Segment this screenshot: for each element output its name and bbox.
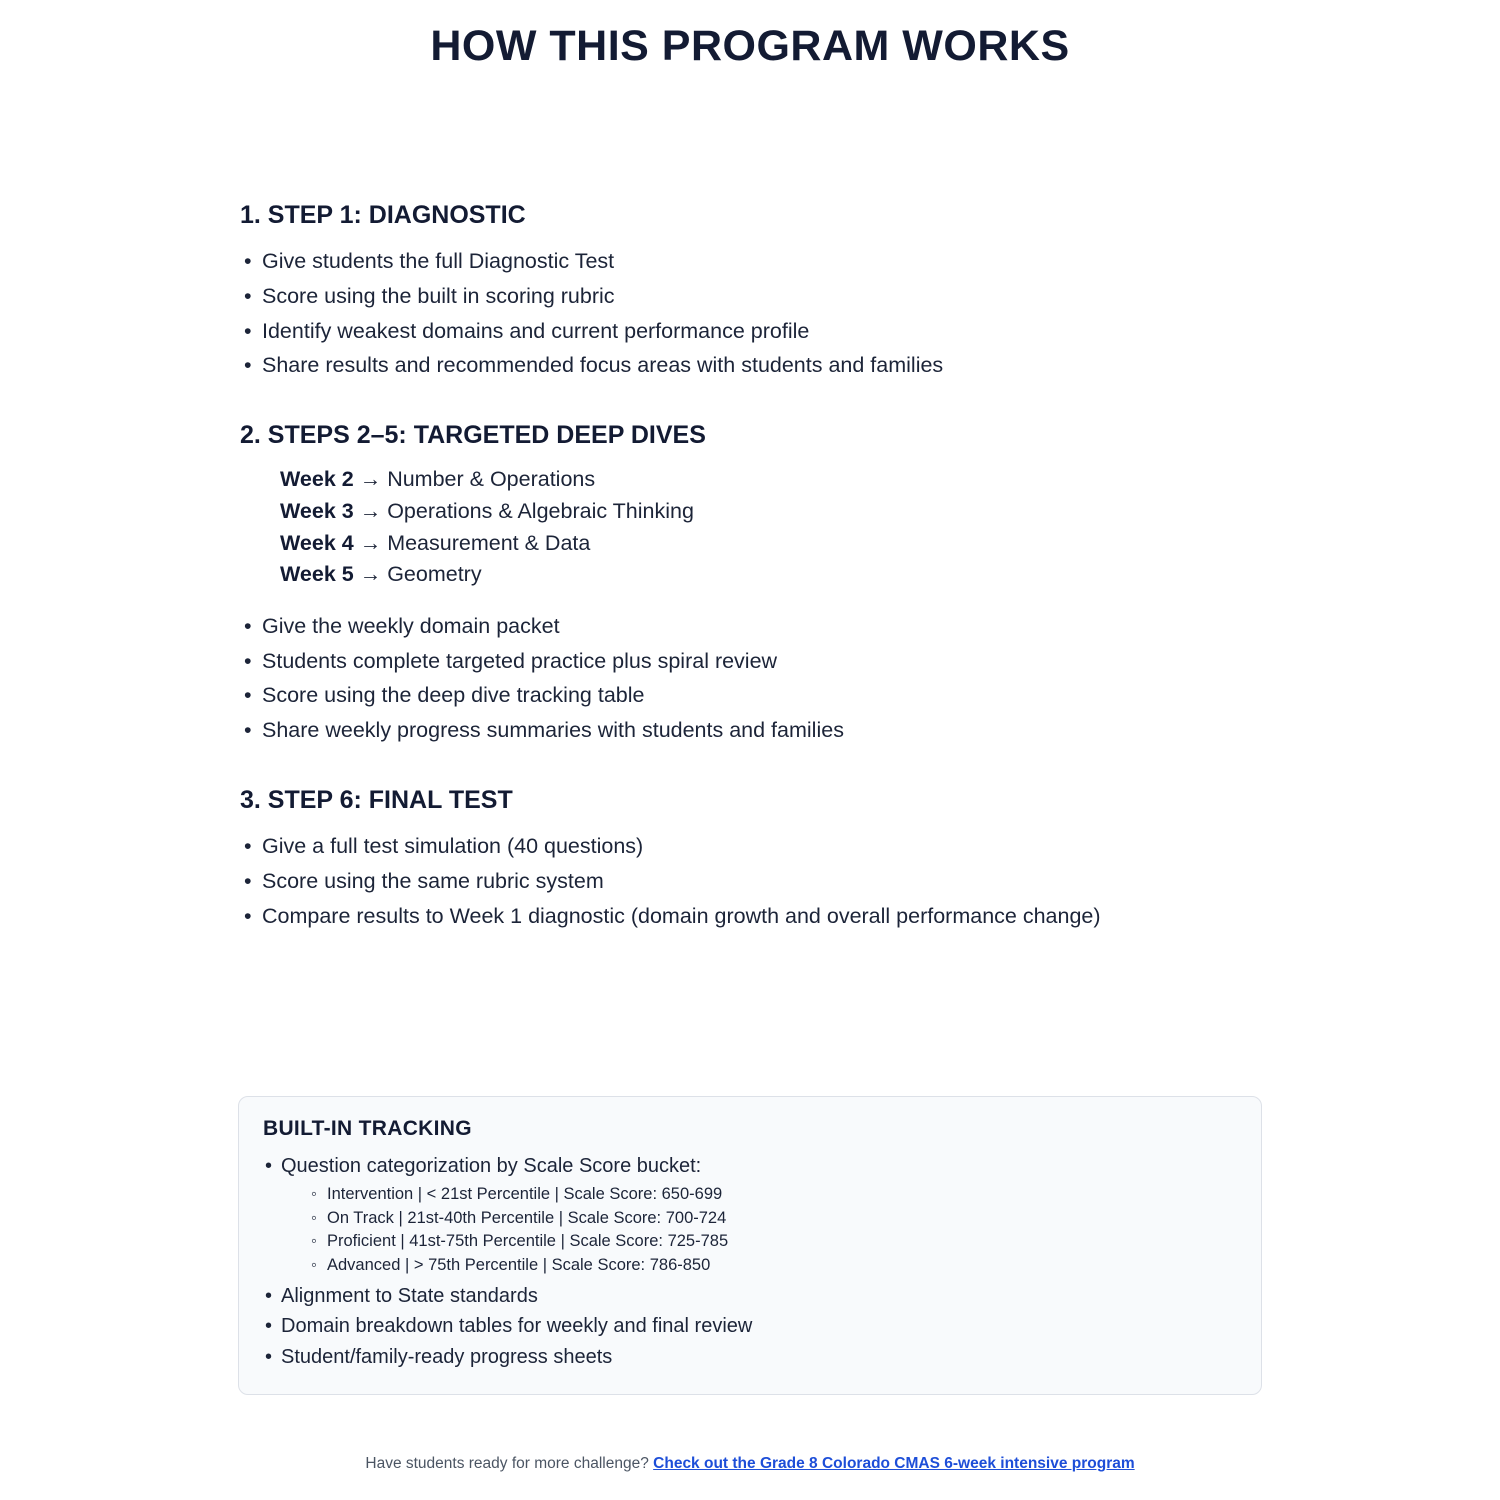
scale-score-bucket-list [281,1183,1237,1277]
footer [0,1455,1500,1473]
page-title: HOW THIS PROGRAM WORKS [430,22,1070,70]
footer-text: Have students ready for more challenge? [365,1455,649,1472]
arrow-icon: → [359,562,382,587]
section-steps-2-5 [240,421,1260,748]
list-item: • Compare results to Week 1 diagnostic (domain growth and overall performance change) [240,899,1260,934]
section-step-1 [240,201,1260,383]
list-item: • Share weekly progress summaries with students and families [240,713,1260,748]
list-item [280,559,1260,591]
list-item: • Give a full test simulation (40 questions) [240,829,1260,864]
list-item: ◦ On Track | 21st-40th Percentile | Scale Score: 700-724 [311,1207,1237,1230]
arrow-icon: → [359,498,382,523]
section-heading: 2. STEPS 2–5: TARGETED DEEP DIVES [240,421,706,450]
list-item: • Score using the same rubric system [240,864,1260,899]
list-item: • Student/family-ready progress sheets [263,1342,1237,1372]
week-domain: Number & Operations [387,467,596,492]
list-item: ◦ Proficient | 41st-75th Percentile | Scale Score: 725-785 [311,1230,1237,1253]
week-domain: Operations & Algebraic Thinking [387,498,694,523]
week-domain: Measurement & Data [387,530,591,555]
week-label: Week 2 [280,467,354,492]
section-heading: 3. STEP 6: FINAL TEST [240,786,513,814]
list-item [280,464,1260,496]
section-step-6 [240,786,1260,933]
list-item: • Students complete targeted practice plus spiral review [240,644,1260,679]
list-item: • Score using the built in scoring rubric [240,279,1260,314]
list-item: ◦ Intervention | < 21st Percentile | Scale Score: 650-699 [311,1183,1237,1206]
list-item: • Identify weakest domains and current performance profile [240,314,1260,349]
tracking-list [263,1151,1237,1372]
bullet-list [240,609,1260,748]
arrow-icon: → [359,530,382,555]
list-item: • Give students the full Diagnostic Test [240,244,1260,279]
list-item: • Share results and recommended focus areas with students and families [240,348,1260,383]
arrow-icon: → [359,467,382,492]
document-body [0,71,1500,933]
list-item [263,1151,1237,1277]
week-domain-list [240,464,1260,590]
bullet-list [240,829,1260,933]
built-in-tracking-card [238,1096,1262,1395]
list-item: • Score using the deep dive tracking table [240,678,1260,713]
list-item: ◦ Advanced | > 75th Percentile | Scale Score: 786-850 [311,1254,1237,1277]
footer-link[interactable]: Check out the Grade 8 Colorado CMAS 6-week intensive program [653,1455,1135,1472]
list-item [280,496,1260,528]
week-label: Week 4 [280,530,354,555]
list-item: • Alignment to State standards [263,1281,1237,1311]
tracking-first-item-label: Question categorization by Scale Score bucket: [281,1155,702,1177]
bullet-list [240,244,1260,383]
tracking-title: BUILT-IN TRACKING [263,1117,472,1140]
week-label: Week 3 [280,498,354,523]
section-heading: 1. STEP 1: DIAGNOSTIC [240,201,526,229]
list-item: • Give the weekly domain packet [240,609,1260,644]
list-item: • Domain breakdown tables for weekly and final review [263,1311,1237,1341]
week-label: Week 5 [280,562,354,587]
list-item [280,528,1260,560]
week-domain: Geometry [387,562,482,587]
